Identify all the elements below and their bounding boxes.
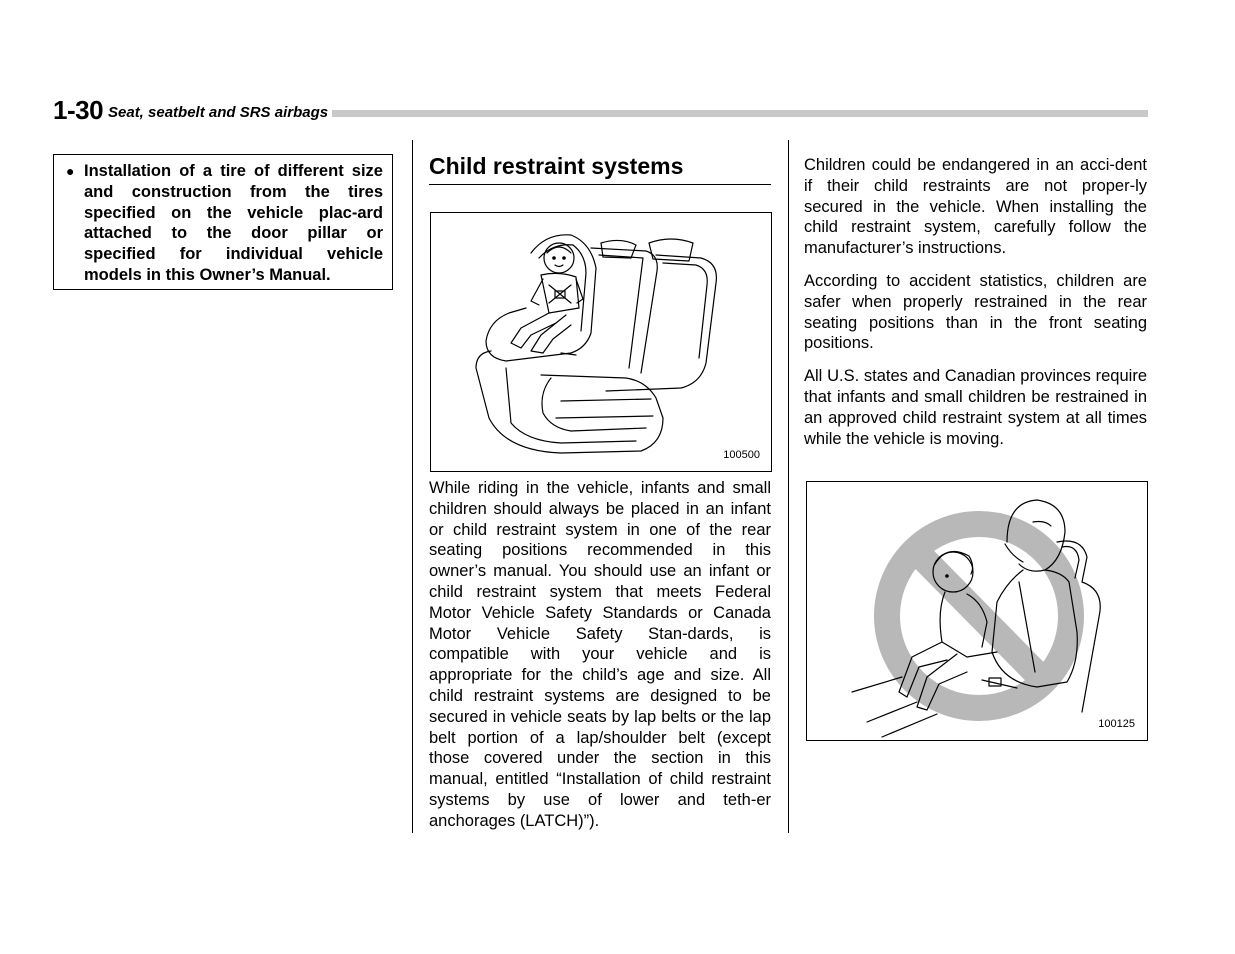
page-heading: Child restraint systems — [429, 153, 684, 179]
figure-child-seat — [430, 212, 772, 472]
page-number: 1-30 — [53, 95, 104, 125]
figure-no-lap-holding — [806, 481, 1148, 741]
figure-code: 100125 — [1098, 718, 1135, 730]
paragraph-2: According to accident statistics, children are safer when properly restrained in the rear seating positions than in the front seating positions. — [804, 271, 1147, 353]
paragraph-3: All U.S. states and Canadian provinces require that infants and small children be restrained in an approved child restraint system at all times while the vehicle is moving. — [804, 367, 1147, 448]
column2-paragraph: While riding in the vehicle, infants and small children should always be placed in an infant or child restraint system in one of the rear seating positions recommended in this owner’s manual. You should use an infant or child restraint system that meets Federal Motor Vehicle Safety Standards or Canada Motor Vehicle Safety Stan-dards, is compatible with your vehicle and is appropriate for the child’s age and size. All child restraint systems are designed to be secured in vehicle seats by lap belts or the lap belt portion of a lap/shoulder belt (except those covered under the section in this manual, entitled “Installation of child restraint systems by use of lower and teth-er anchorages (LATCH)”). — [429, 479, 771, 830]
warning-text: Installation of a tire of different size and construction from the tires specified on the vehicle plac-ard attached to the door pillar or specified for individual vehicle models in this Owner’s Manual. — [84, 162, 383, 284]
column-divider-right — [788, 140, 789, 833]
paragraph-1: Children could be endangered in an acci-dent if their child restraints are not proper-ly secured in the vehicle. When installing the child restraint system, carefully follow the manufacturer’s instructions. — [804, 156, 1147, 258]
warning-box — [53, 154, 393, 290]
child-seat-illustration — [431, 213, 771, 471]
section-title: Seat, seatbelt and SRS airbags — [108, 104, 332, 121]
bullet-icon: ● — [66, 163, 75, 179]
column-divider-left — [412, 140, 413, 833]
prohibited-lap-holding-illustration — [807, 482, 1147, 740]
prohibition-icon — [887, 524, 1071, 708]
column3-text — [804, 155, 1147, 449]
figure-code: 100500 — [723, 449, 760, 461]
heading-underline — [429, 184, 771, 185]
